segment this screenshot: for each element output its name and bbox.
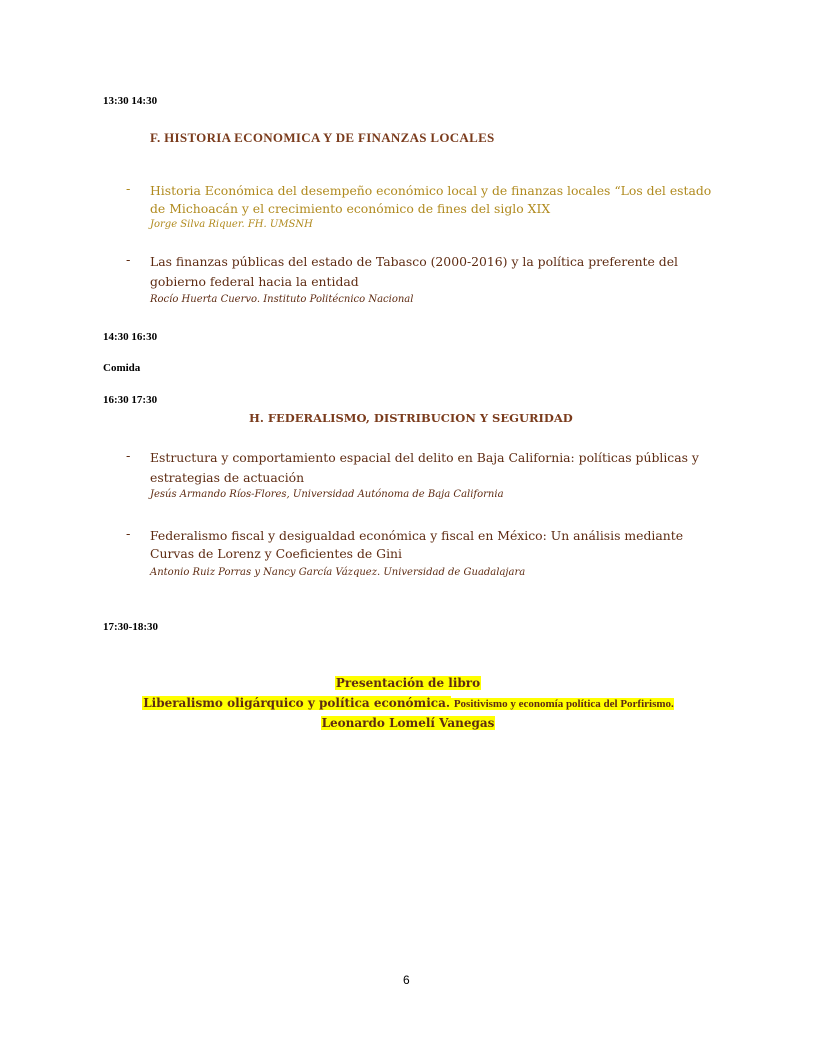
paper-title-line: gobierno federal hacia la entidad (150, 274, 359, 289)
page-number: 6 (403, 973, 410, 987)
book-author-line (0, 714, 816, 732)
time-slot-3: 16:30 17:30 (103, 394, 158, 406)
list-bullet: - (126, 527, 131, 542)
book-heading: Presentación de libro (335, 676, 481, 690)
book-heading-line (0, 674, 816, 692)
time-slot-1: 13:30 14:30 (103, 95, 158, 107)
break-label: Comida (103, 362, 141, 374)
book-author: Leonardo Lomelí Vanegas (321, 716, 495, 730)
paper-author: Jorge Silva Riquer. FH. UMSNH (150, 219, 313, 230)
section-title-h: H. FEDERALISMO, DISTRIBUCION Y SEGURIDAD (249, 411, 573, 425)
paper-author: Rocío Huerta Cuervo. Instituto Politécnico Nacional (150, 294, 414, 305)
paper-title-line: de Michoacán y el crecimiento económico de fines del siglo XIX (150, 201, 551, 216)
section-title-f: F. HISTORIA ECONOMICA Y DE FINANZAS LOCALES (150, 130, 495, 145)
book-title-line (0, 694, 816, 712)
time-slot-2: 14:30 16:30 (103, 331, 158, 343)
time-slot-4: 17:30-18:30 (103, 621, 158, 633)
paper-title-line: Las finanzas públicas del estado de Tabasco (2000-2016) y la política preferente del (150, 254, 679, 269)
paper-title-line: estrategias de actuación (150, 470, 305, 485)
list-bullet: - (126, 182, 131, 197)
paper-title-line: Historia Económica del desempeño económico local y de finanzas locales “Los del estado (150, 183, 712, 198)
paper-author: Jesús Armando Ríos-Flores, Universidad Autónoma de Baja California (150, 489, 504, 500)
book-title: Liberalismo oligárquico y política económica. (143, 696, 451, 710)
list-bullet: - (126, 449, 131, 464)
paper-title-line: Estructura y comportamiento espacial del delito en Baja California: políticas públicas y (150, 450, 699, 465)
book-subtitle: Positivismo y economía política del Porfirismo. (451, 698, 674, 710)
paper-title-line: Federalismo fiscal y desigualdad económica y fiscal en México: Un análisis mediante (150, 528, 684, 543)
list-bullet: - (126, 253, 131, 268)
paper-title-line: Curvas de Lorenz y Coeficientes de Gini (150, 546, 402, 561)
paper-author: Antonio Ruiz Porras y Nancy García Vázquez. Universidad de Guadalajara (150, 567, 526, 578)
